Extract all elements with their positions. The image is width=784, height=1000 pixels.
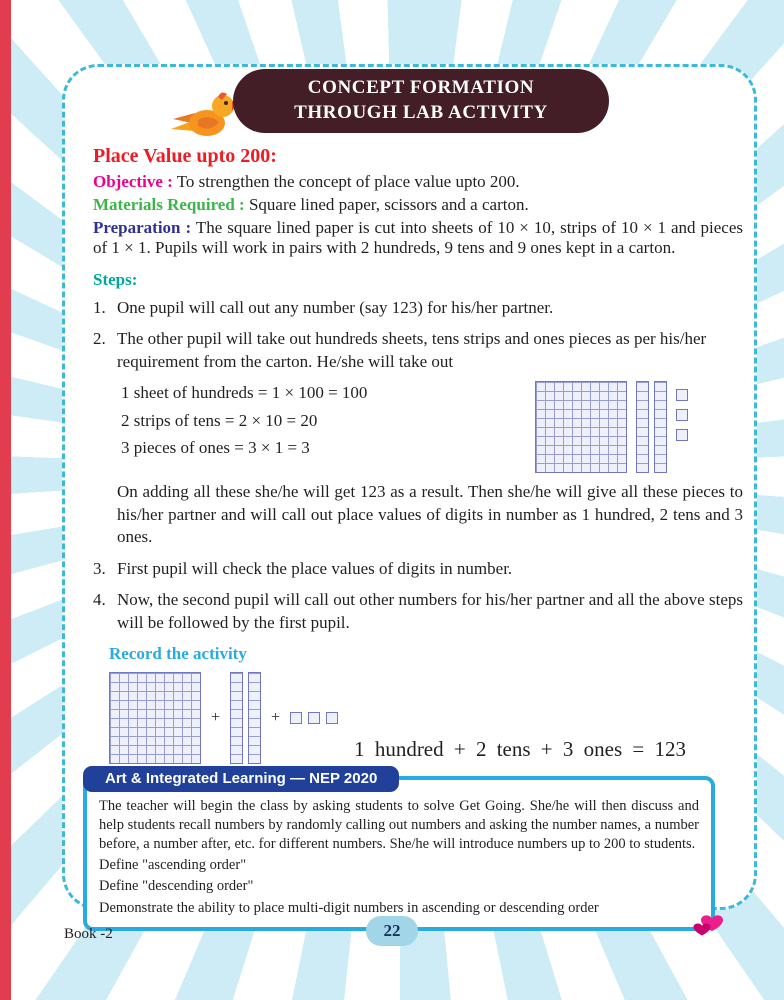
step-4-number: 4.: [93, 590, 106, 610]
ail-header-pill: Art & Integrated Learning — NEP 2020: [83, 766, 399, 792]
ones-square-graphic: [676, 429, 688, 441]
base-ten-blocks-graphic: [535, 379, 743, 473]
tens-strip-graphic: [230, 672, 243, 764]
objective-text: To strengthen the concept of place value upto 200.: [176, 172, 520, 191]
ail-paragraph: The teacher will begin the class by asking students to solve Get Going. She/he will then discuss and help students recall numbers by randomly calling out numbers and asking the number names, a number before, a number after, etc. for different numbers. She/he will introduce numbers up to 200 to students.: [99, 797, 699, 852]
ones-square-graphic: [326, 712, 338, 724]
step-3-number: 3.: [93, 558, 106, 578]
materials-row: [93, 195, 743, 215]
record-activity-graphic: [93, 672, 743, 764]
step-4-text: Now, the second pupil will call out other numbers for his/her partner and all the above steps will be followed by the first pupil.: [117, 590, 743, 632]
step-3: [93, 558, 743, 580]
banner-title-line1: CONCEPT FORMATION: [307, 77, 535, 99]
banner-title-line2: THROUGH LAB ACTIVITY: [294, 102, 548, 123]
tens-strips-group: [230, 672, 261, 764]
plus-sign: +: [271, 708, 281, 726]
preparation-row: [93, 218, 743, 258]
ail-line-demonstrate: Demonstrate the ability to place multi-digit numbers in ascending or descending order: [99, 899, 599, 916]
step-1-text: One pupil will call out any number (say 123) for his/her partner.: [117, 298, 554, 317]
steps-heading: Steps:: [93, 270, 138, 289]
equation-hundreds: 1 sheet of hundreds = 1 × 100 = 100: [121, 383, 368, 403]
preparation-label: Preparation :: [93, 218, 192, 237]
step-2-continuation: On adding all these she/he will get 123 as a result. Then she/he will give all these pieces to his/her partner and will call out place values of digits in number as 1 hundred, 2 tens and 3 ones.: [117, 482, 743, 547]
ones-square-graphic: [676, 389, 688, 401]
ones-square-graphic: [290, 712, 302, 724]
equations-list: [117, 379, 535, 473]
record-activity-heading: Record the activity: [109, 643, 247, 663]
step-2-body: [117, 328, 743, 548]
ail-line-ascending: Define "ascending order": [99, 857, 247, 874]
equation-ones: 3 pieces of ones = 3 × 1 = 3: [121, 438, 310, 458]
materials-label: Materials Required :: [93, 195, 245, 214]
record-equation: 1 hundred + 2 tens + 3 ones = 123: [354, 736, 686, 761]
plus-sign: +: [211, 708, 221, 726]
step-1: [93, 297, 743, 319]
preparation-text: The square lined paper is cut into sheets of 10 × 10, strips of 10 × 1 and pieces of 1 × 1. Pupils will work in pairs with 2 hundreds, 9 tens and 9 ones kept in a carton.: [93, 218, 743, 257]
book-label: Book -2: [64, 926, 113, 942]
ones-square-graphic: [676, 409, 688, 421]
step-2: [93, 328, 743, 548]
flower-icon: [691, 907, 727, 943]
equation-tens: 2 strips of tens = 2 × 10 = 20: [121, 410, 318, 430]
step-4: [93, 589, 743, 634]
lesson-heading: Place Value upto 200:: [93, 145, 277, 167]
hundreds-grid-graphic: [109, 672, 201, 764]
tens-strip-graphic: [654, 381, 667, 473]
tens-strip-graphic: [636, 381, 649, 473]
tens-strip-graphic: [248, 672, 261, 764]
page-edge-strip: [0, 0, 11, 1000]
objective-label: Objective :: [93, 172, 173, 191]
step-2-equations-row: [117, 379, 743, 473]
lesson-content: [93, 145, 743, 931]
page-number: 22: [383, 921, 401, 940]
step-2-number: 2.: [93, 329, 106, 349]
ail-line-descending: Define "descending order": [99, 878, 254, 895]
ones-square-graphic: [308, 712, 320, 724]
activity-card: [62, 64, 757, 916]
tens-strips-group: [636, 381, 667, 473]
objective-row: [93, 172, 743, 192]
hundreds-grid-graphic: [535, 381, 627, 473]
materials-text: Square lined paper, scissors and a carton.: [248, 195, 529, 214]
art-integrated-learning-box: [83, 769, 715, 931]
step-1-number: 1.: [93, 298, 106, 317]
banner: [233, 69, 609, 133]
ones-squares-group: [676, 381, 688, 441]
ones-squares-group: [290, 712, 338, 724]
step-3-text: First pupil will check the place values of digits in number.: [117, 558, 513, 578]
page-number-tab: [366, 916, 418, 946]
step-2-text: The other pupil will take out hundreds sheets, tens strips and ones pieces as per his/her requirement from the carton. He/she will take out: [117, 329, 707, 371]
